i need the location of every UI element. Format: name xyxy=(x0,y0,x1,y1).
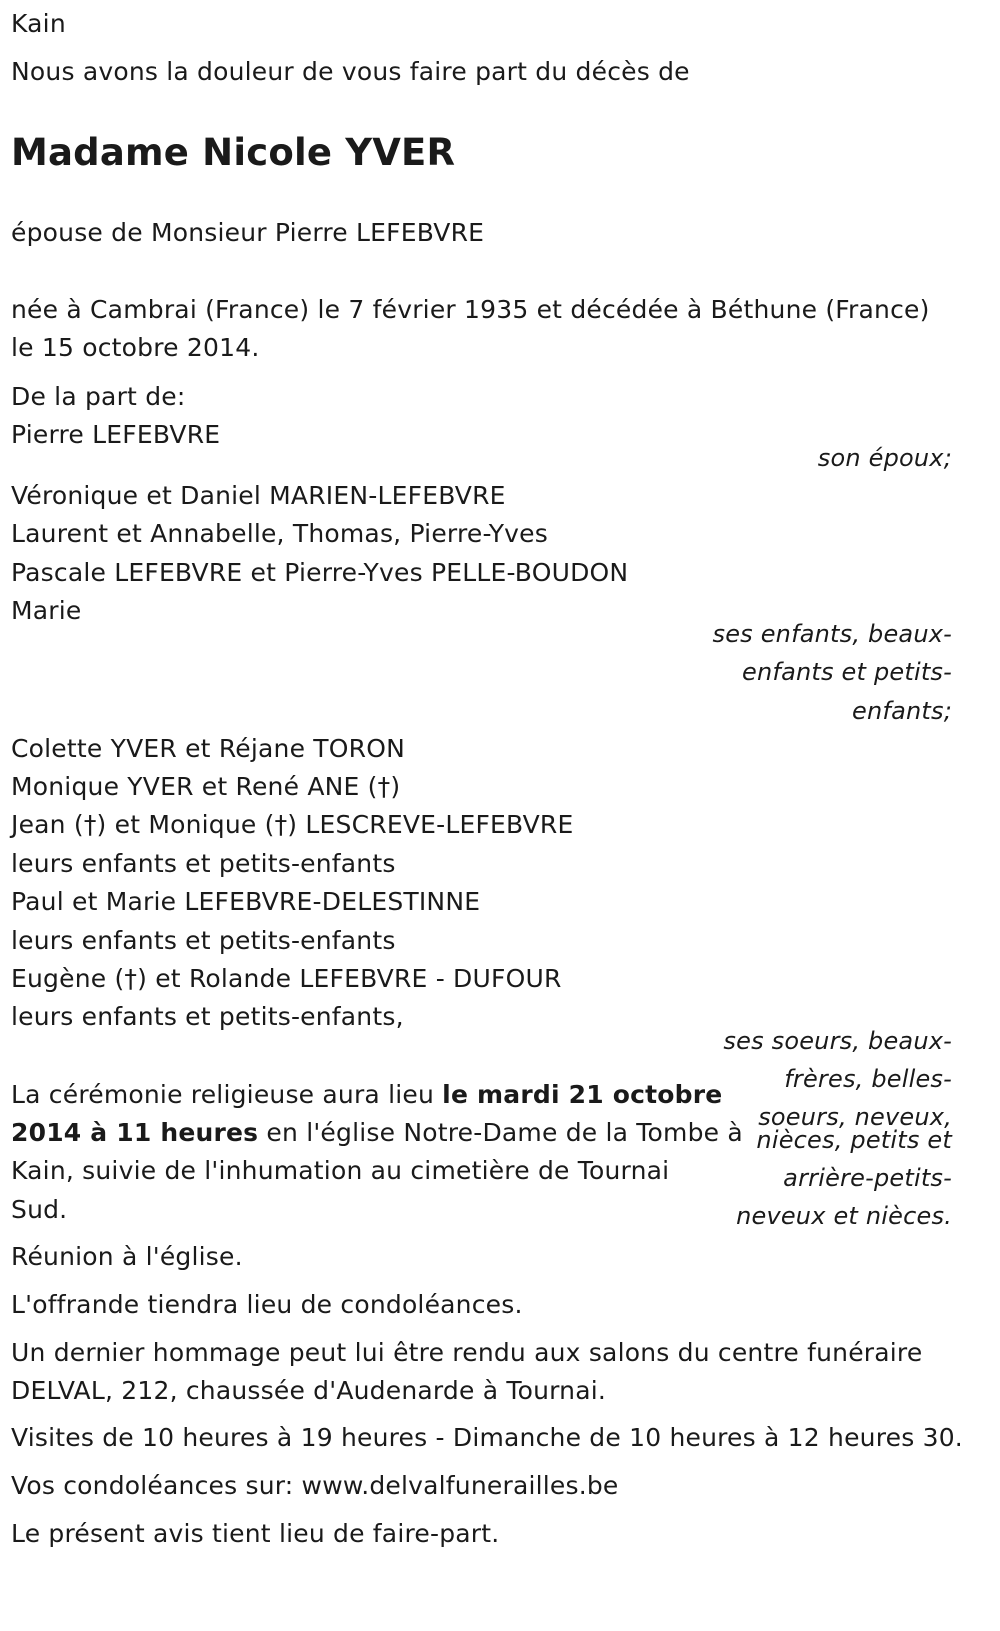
family-name: leurs enfants et petits-enfants, xyxy=(11,1002,404,1031)
from-label: De la part de: xyxy=(11,382,186,411)
notice-text: Le présent avis tient lieu de faire-part. xyxy=(11,1519,500,1548)
deceased-name: Madame Nicole YVER xyxy=(11,131,456,174)
ceremony-time: 2014 à 11 heures xyxy=(11,1118,259,1147)
relation-siblings: nièces, petits et xyxy=(756,1126,952,1154)
condolences-text: Vos condoléances sur: www.delvalfunerailles.be xyxy=(11,1471,619,1500)
ceremony-line: La cérémonie religieuse aura lieu le mardi 21 octobre xyxy=(11,1080,723,1109)
birth-death-line: née à Cambrai (France) le 7 février 1935 et décédée à Béthune (France) xyxy=(11,295,930,324)
ceremony-date: le mardi 21 octobre xyxy=(442,1080,723,1109)
family-name: Paul et Marie LEFEBVRE-DELESTINNE xyxy=(11,887,481,916)
location: Kain xyxy=(11,9,66,38)
meeting-text: Réunion à l'église. xyxy=(11,1242,243,1271)
relation-siblings: soeurs, neveux, xyxy=(758,1103,952,1131)
relation-siblings: ses soeurs, beaux- xyxy=(723,1027,952,1055)
relation-children: enfants; xyxy=(852,697,952,725)
ceremony-line: 2014 à 11 heures en l'église Notre-Dame de la Tombe à xyxy=(11,1118,743,1147)
family-name: Pascale LEFEBVRE et Pierre-Yves PELLE-BOUDON xyxy=(11,558,629,587)
relation-siblings: arrière-petits- xyxy=(783,1164,952,1192)
relation-siblings: frères, belles- xyxy=(784,1065,952,1093)
relation-children: ses enfants, beaux- xyxy=(712,620,952,648)
family-name: Véronique et Daniel MARIEN-LEFEBVRE xyxy=(11,481,506,510)
family-name: leurs enfants et petits-enfants xyxy=(11,926,396,955)
family-name: leurs enfants et petits-enfants xyxy=(11,849,396,878)
family-name: Colette YVER et Réjane TORON xyxy=(11,734,405,763)
ceremony-line: Sud. xyxy=(11,1195,68,1224)
birth-death-line: le 15 octobre 2014. xyxy=(11,333,260,362)
relation-spouse: son époux; xyxy=(817,444,952,472)
family-name: Jean (†) et Monique (†) LESCREVE-LEFEBVRE xyxy=(11,810,574,839)
intro-text: Nous avons la douleur de vous faire part du décès de xyxy=(11,57,690,86)
family-name: Laurent et Annabelle, Thomas, Pierre-Yves xyxy=(11,519,548,548)
relation-children: enfants et petits- xyxy=(742,658,952,686)
tribute-line: DELVAL, 212, chaussée d'Audenarde à Tournai. xyxy=(11,1376,607,1405)
family-name: Monique YVER et René ANE (†) xyxy=(11,772,401,801)
ceremony-line: Kain, suivie de l'inhumation au cimetière de Tournai xyxy=(11,1156,670,1185)
tribute-line: Un dernier hommage peut lui être rendu aux salons du centre funéraire xyxy=(11,1338,923,1367)
spouse-line: épouse de Monsieur Pierre LEFEBVRE xyxy=(11,218,485,247)
family-name: Pierre LEFEBVRE xyxy=(11,420,221,449)
visits-text: Visites de 10 heures à 19 heures - Dimanche de 10 heures à 12 heures 30. xyxy=(11,1423,963,1452)
relation-siblings: neveux et nièces. xyxy=(736,1202,952,1230)
family-name: Eugène (†) et Rolande LEFEBVRE - DUFOUR xyxy=(11,964,562,993)
offering-text: L'offrande tiendra lieu de condoléances. xyxy=(11,1290,523,1319)
family-name: Marie xyxy=(11,596,82,625)
